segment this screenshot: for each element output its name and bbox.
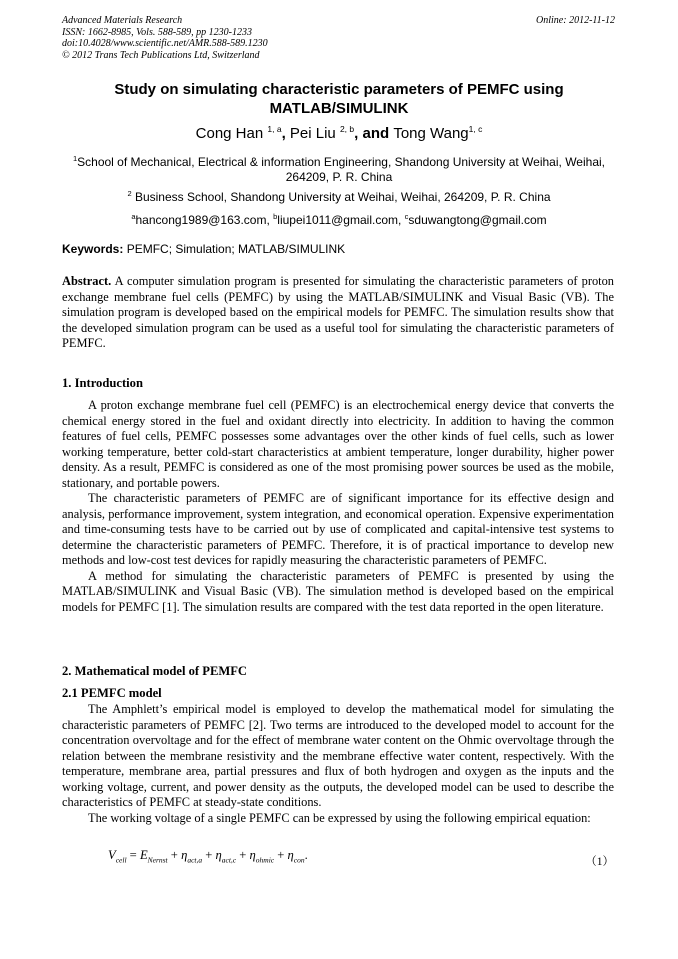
author-name: Pei Liu [289, 125, 336, 142]
affiliation-2 [62, 186, 616, 205]
affiliation-mark: 1 [72, 154, 78, 163]
introduction-body [62, 398, 614, 615]
email-mark: c [404, 212, 409, 221]
paragraph: The Amphlett’s empirical model is employed to develop the mathematical model for simulating the characteristic parameters of PEMFC [2]. Two terms are introduced to the developed model to account for the concentration overvoltage and for the effect of membrane water content on the Ohmic overvoltage through the relation between the membrane resistivity and the membrane effective water content, respectively. With the temperature, membrane area, partial pressures and flux of both hydrogen and oxygen as the inputs and the working voltage, current, and power density as the outputs, the developed model can be used to describe the characteristics of PEMFC at steady-state conditions. [62, 702, 614, 809]
equation-operator: + [236, 848, 250, 862]
author-name: Tong Wang [393, 125, 469, 142]
author-affiliation-mark: 1, a [267, 124, 282, 134]
author-name: Cong Han [195, 125, 264, 142]
affiliation-2-text: Business School, Shandong University at Weihai, Weihai, 264209, P. R. China [131, 190, 551, 204]
journal-header [62, 15, 268, 61]
paragraph: A method for simulating the characteristic parameters of PEMFC is presented by using the MATLAB/SIMULINK and Visual Basic (VB). The simulation method is developed based on the empirical models for PEMFC [1]. The simulation results are compared with the test data reported in the open literature. [62, 568, 614, 614]
equation-symbol: η [181, 848, 188, 862]
equation-symbol: η [215, 848, 222, 862]
online-date: Online: 2012-11-12 [536, 15, 615, 26]
abstract-text: A computer simulation program is presented for simulating the characteristic parameters of proton exchange membrane fuel cells (PEMFC) by using the MATLAB/SIMULINK and Visual Basic (VB). The simulation program is developed based on the empirical models for PEMFC. The simulation results show that the developed simulation program can be used as a useful tool for simulating the characteristic parameters of PEMFC. [62, 274, 614, 350]
equation-number: （1） [585, 856, 614, 868]
equation-subscript: act,c [221, 855, 237, 865]
keywords-text: PEMFC; Simulation; MATLAB/SIMULINK [123, 242, 346, 256]
equation-symbol: η [249, 848, 256, 862]
paragraph: The characteristic parameters of PEMFC are of significant importance for its effective design and analysis, performance improvement, system integration, and economical operation. Expensive experimentation and time-consuming tests have to be carried out by use of complicated and capital-intensive test systems to determine the characteristic parameters of PEMFC. Therefore, it is of practical importance to develop new methods and low-cost test devices for rapidly measuring the characteristic parameters of PEMFC. [62, 491, 614, 567]
author-separator: , and [354, 125, 394, 142]
email-address: liupei1011@gmail.com, [277, 213, 405, 227]
equation-1 [108, 848, 308, 865]
affiliation-1 [62, 151, 616, 185]
equation-symbol: η [287, 848, 294, 862]
email-address: sduwangtong@gmail.com [408, 213, 547, 227]
paragraph: A proton exchange membrane fuel cell (PEMFC) is an electrochemical energy device that converts the chemical energy stored in the fuel and oxidant directly into electricity. In addition to having the common features of fuel cells, PEMFC possesses some advantages over the other kinds of fuel cells, such as lower working temperature, better cold-start characteristics at ambient temperature, longer durability, higher power density. As a result, PEMFC is considered as one of the most promising power sources be used as the mobile, stationary, and portable powers. [62, 398, 614, 490]
email-mark: b [273, 212, 278, 221]
equation-subscript: cell [115, 855, 127, 865]
section-heading: 2. Mathematical model of PEMFC [62, 664, 248, 678]
equation-operator: + [274, 848, 288, 862]
author-affiliation-mark: 2, b [339, 124, 355, 134]
equation-symbol: E [139, 848, 148, 862]
email-mark: a [131, 212, 136, 221]
equation-operator: + [167, 848, 182, 862]
issn-line: ISSN: 1662-8985, Vols. 588-589, pp 1230-1233 [62, 26, 252, 38]
affiliation-1-line-1: School of Mechanical, Electrical & information Engineering, Shandong University at Weihai, Weihai, [77, 155, 605, 169]
equation-period: . [304, 848, 308, 862]
author-separator: , [281, 125, 290, 142]
equation-subscript: Nernst [147, 855, 168, 865]
email-line [62, 209, 616, 228]
affiliation-1-line-2: 264209, P. R. China [285, 170, 393, 184]
subsection-heading: 2.1 PEMFC model [62, 686, 162, 700]
affiliation-mark: 2 [127, 189, 132, 198]
copyright-line: © 2012 Trans Tech Publications Ltd, Switzerland [62, 49, 260, 61]
abstract [62, 274, 614, 352]
keywords [62, 242, 345, 256]
equation-subscript: con [293, 855, 305, 865]
author-list [62, 124, 616, 142]
section-heading: 1. Introduction [62, 376, 143, 390]
abstract-label: Abstract. [62, 274, 112, 288]
title-line-2: MATLAB/SIMULINK [269, 100, 409, 117]
equation-symbol: V [108, 848, 116, 862]
equation-operator: = [126, 848, 140, 862]
title-line-1: Study on simulating characteristic parameters of PEMFC using [114, 81, 564, 98]
paper-title [62, 80, 616, 118]
keywords-label: Keywords: [62, 242, 124, 256]
doi-line: doi:10.4028/www.scientific.net/AMR.588-589.1230 [62, 38, 268, 49]
model-body [62, 702, 614, 826]
paragraph: The working voltage of a single PEMFC can be expressed by using the following empirical equation: [88, 810, 591, 825]
email-address: hancong1989@163.com, [135, 213, 274, 227]
equation-subscript: act,a [187, 855, 203, 865]
journal-name: Advanced Materials Research [62, 15, 183, 26]
author-affiliation-mark: 1, c [468, 124, 483, 134]
equation-subscript: ohmic [255, 855, 275, 865]
equation-operator: + [202, 848, 216, 862]
